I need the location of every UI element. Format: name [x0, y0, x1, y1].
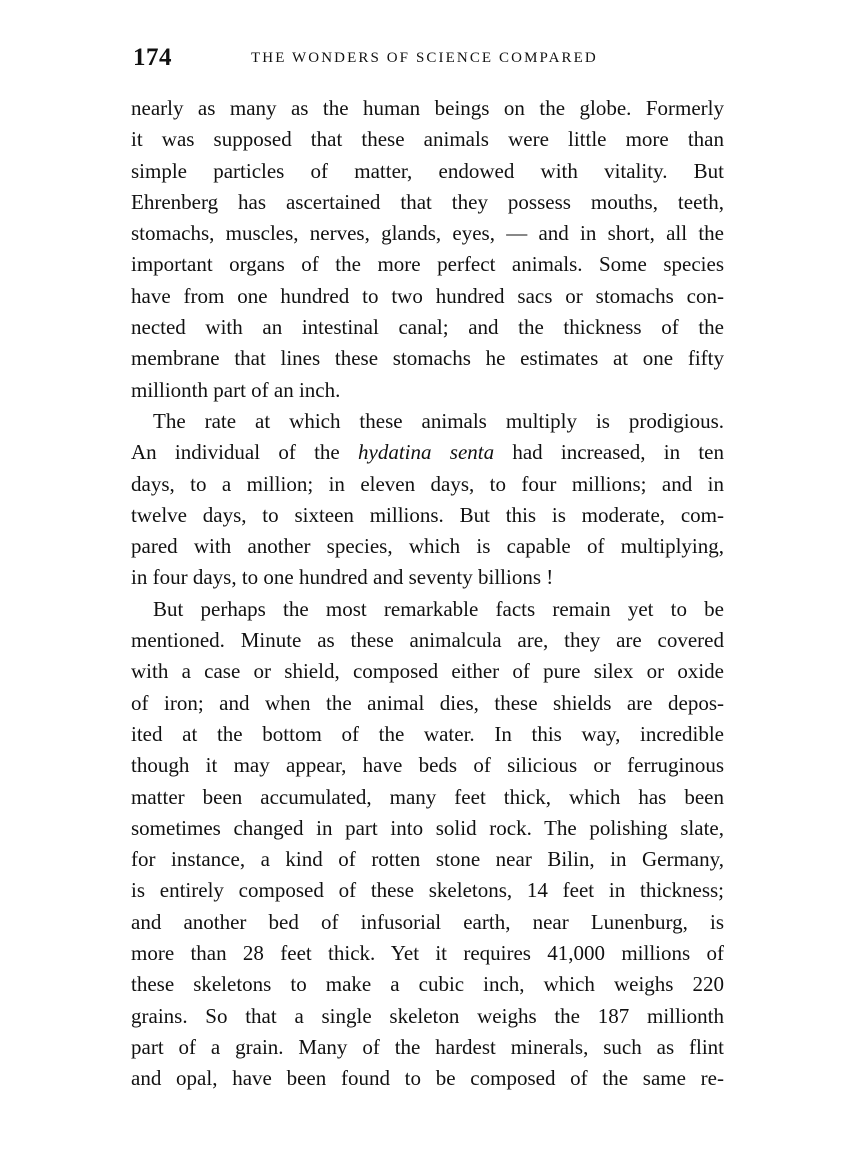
text-line — [131, 406, 724, 437]
text-segment: is entirely composed of these skeletons, 14 feet in thickness; — [131, 878, 724, 903]
text-segment: these skeletons to make a cubic inch, which weighs 220 — [131, 972, 724, 997]
text-line — [131, 1001, 724, 1032]
text-line — [131, 343, 724, 374]
text-segment: simple particles of matter, endowed with vitality. But — [131, 158, 724, 183]
text-segment: ited at the bottom of the water. In this way, incredible — [131, 721, 724, 746]
text-segment: mentioned. Minute as these animalcula are, they are covered — [131, 628, 724, 653]
text-line — [131, 1032, 724, 1063]
italic-term: hydatina senta — [358, 440, 495, 465]
text-line — [131, 562, 724, 593]
text-segment: more than 28 feet thick. Yet it requires 41,000 millions of — [131, 941, 724, 966]
text-line — [131, 281, 724, 312]
text-line — [131, 156, 724, 187]
paragraph — [131, 594, 724, 1095]
text-segment: have from one hundred to two hundred sacs or stomachs con- — [131, 283, 724, 308]
text-line — [131, 719, 724, 750]
text-line — [131, 688, 724, 719]
text-segment: pared with another species, which is capable of multiplying, — [131, 534, 724, 559]
text-segment: matter been accumulated, many feet thick, which has been — [131, 784, 724, 809]
running-title: THE WONDERS OF SCIENCE COMPARED — [251, 50, 598, 66]
text-line — [131, 625, 724, 656]
text-segment: An individual of the — [131, 440, 359, 465]
text-line — [131, 907, 724, 938]
text-segment: and another bed of infusorial earth, near Lunenburg, is — [131, 909, 724, 934]
text-line — [131, 750, 724, 781]
text-line — [131, 969, 724, 1000]
text-segment: But perhaps the most remarkable facts remain yet to be — [153, 596, 724, 621]
text-line — [131, 124, 724, 155]
text-segment: part of a grain. Many of the hardest minerals, such as flint — [131, 1034, 724, 1059]
text-line — [131, 938, 724, 969]
text-line — [131, 375, 724, 406]
text-segment: in four days, to one hundred and seventy billions ! — [131, 565, 554, 590]
text-line — [131, 844, 724, 875]
text-line — [131, 187, 724, 218]
running-head — [133, 44, 723, 74]
text-segment: and opal, have been found to be composed of the same re- — [131, 1066, 724, 1091]
text-line — [131, 437, 724, 468]
text-segment: The rate at which these animals multiply is prodigious. — [153, 408, 724, 433]
text-line — [131, 1063, 724, 1094]
page-number: 174 — [133, 44, 172, 71]
text-segment: millionth part of an inch. — [131, 377, 341, 402]
text-line — [131, 312, 724, 343]
text-segment: important organs of the more perfect animals. Some species — [131, 252, 724, 277]
text-segment: Ehrenberg has ascertained that they possess mouths, teeth, — [131, 189, 724, 214]
text-line — [131, 93, 724, 124]
text-line — [131, 813, 724, 844]
text-line — [131, 594, 724, 625]
body-text — [131, 93, 724, 1095]
text-line — [131, 469, 724, 500]
text-line — [131, 782, 724, 813]
text-segment: though it may appear, have beds of silicious or ferruginous — [131, 753, 724, 778]
text-line — [131, 531, 724, 562]
text-line — [131, 218, 724, 249]
text-segment: days, to a million; in eleven days, to four millions; and in — [131, 471, 724, 496]
text-segment: stomachs, muscles, nerves, glands, eyes, — and in short, all the — [131, 221, 724, 246]
text-segment: sometimes changed in part into solid rock. The polishing slate, — [131, 815, 724, 840]
text-line — [131, 500, 724, 531]
text-segment: membrane that lines these stomachs he estimates at one fifty — [131, 346, 724, 371]
text-line — [131, 249, 724, 280]
text-segment: of iron; and when the animal dies, these shields are depos- — [131, 690, 724, 715]
text-segment: nearly as many as the human beings on the globe. Formerly — [131, 96, 724, 120]
text-segment: twelve days, to sixteen millions. But this is moderate, com- — [131, 502, 724, 527]
text-segment: grains. So that a single skeleton weighs the 187 millionth — [131, 1003, 724, 1028]
text-segment: it was supposed that these animals were little more than — [131, 127, 724, 152]
paragraph — [131, 406, 724, 594]
text-segment: had increased, in ten — [494, 440, 724, 465]
text-segment: with a case or shield, composed either of pure silex or oxide — [131, 659, 724, 684]
text-segment: nected with an intestinal canal; and the thickness of the — [131, 315, 724, 340]
text-segment: for instance, a kind of rotten stone near Bilin, in Germany, — [131, 847, 724, 872]
text-line — [131, 656, 724, 687]
text-line — [131, 875, 724, 906]
paragraph — [131, 93, 724, 406]
